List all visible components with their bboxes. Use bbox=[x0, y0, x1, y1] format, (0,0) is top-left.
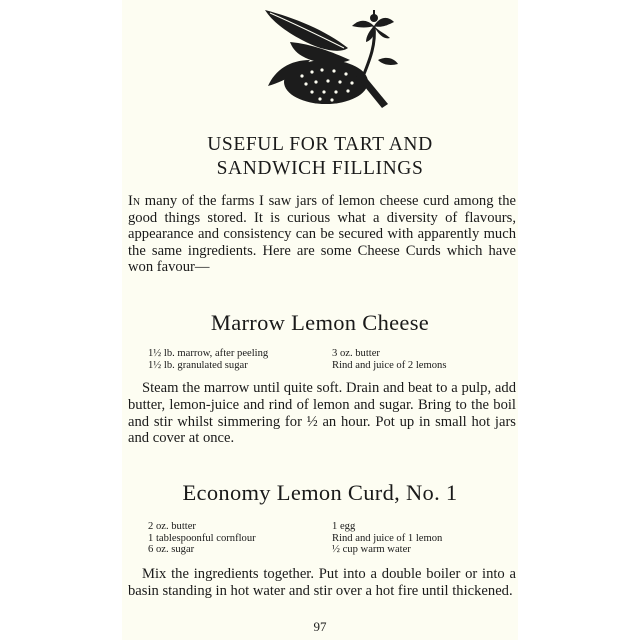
intro-paragraph bbox=[128, 193, 516, 276]
chapter-title-line-2: SANDWICH FILLINGS bbox=[216, 158, 424, 179]
ingredient-item: Rind and juice of 1 lemon bbox=[332, 532, 443, 544]
method-marrow-lemon-cheese: Steam the marrow until quite soft. Drain and beat to a pulp, add butter, lemon-juice and rind of lemon and sugar. Bring to the boil and stir whilst simmering for ½ an hour. Pot up in small hot jars and cover at once. bbox=[128, 380, 516, 447]
ingredient-item: 3 oz. butter bbox=[332, 348, 380, 359]
ingredient-row bbox=[148, 360, 518, 372]
lemon-branch-woodcut-icon bbox=[240, 4, 400, 114]
ingredient-item: 1½ lb. marrow, after peeling bbox=[148, 348, 269, 359]
ingredients-list-economy-lemon-curd bbox=[148, 521, 518, 556]
ingredient-item: Rind and juice of 2 lemons bbox=[332, 359, 447, 371]
ingredient-item: ½ cup warm water bbox=[332, 544, 411, 556]
recipe-title-economy-lemon-curd: Economy Lemon Curd, No. 1 bbox=[182, 480, 458, 505]
recipe-title-marrow-lemon-cheese: Marrow Lemon Cheese bbox=[210, 310, 430, 335]
ingredient-row bbox=[148, 348, 518, 360]
method-economy-lemon-curd: Mix the ingredients together. Put into a double boiler or into a basin standing in hot water and stir over a hot fire until thickened. bbox=[128, 566, 516, 599]
book-page bbox=[122, 0, 518, 640]
intro-text: many of the farms I saw jars of lemon cheese curd among the good things stored. It is curious what a diversity of flavours, appearance and consistency can be secured with apparently much the same ingredients. Here are some Cheese Curds which have won favour— bbox=[128, 193, 516, 276]
ingredient-row bbox=[148, 533, 518, 545]
chapter-title bbox=[122, 133, 518, 181]
ingredient-row bbox=[148, 544, 518, 556]
ingredient-item: 1 egg bbox=[332, 521, 356, 532]
ingredient-item: 1½ lb. granulated sugar bbox=[148, 359, 248, 371]
ingredients-list-marrow-lemon-cheese bbox=[148, 348, 518, 371]
ingredient-item: 1 tablespoonful cornflour bbox=[148, 532, 256, 544]
ingredient-item: 6 oz. sugar bbox=[148, 544, 195, 556]
ingredient-row bbox=[148, 521, 518, 533]
page-number: 97 bbox=[313, 619, 327, 634]
chapter-title-line-1: USEFUL FOR TART AND bbox=[207, 134, 433, 155]
intro-lead-word: In bbox=[128, 193, 141, 209]
ingredient-item: 2 oz. butter bbox=[148, 521, 196, 532]
